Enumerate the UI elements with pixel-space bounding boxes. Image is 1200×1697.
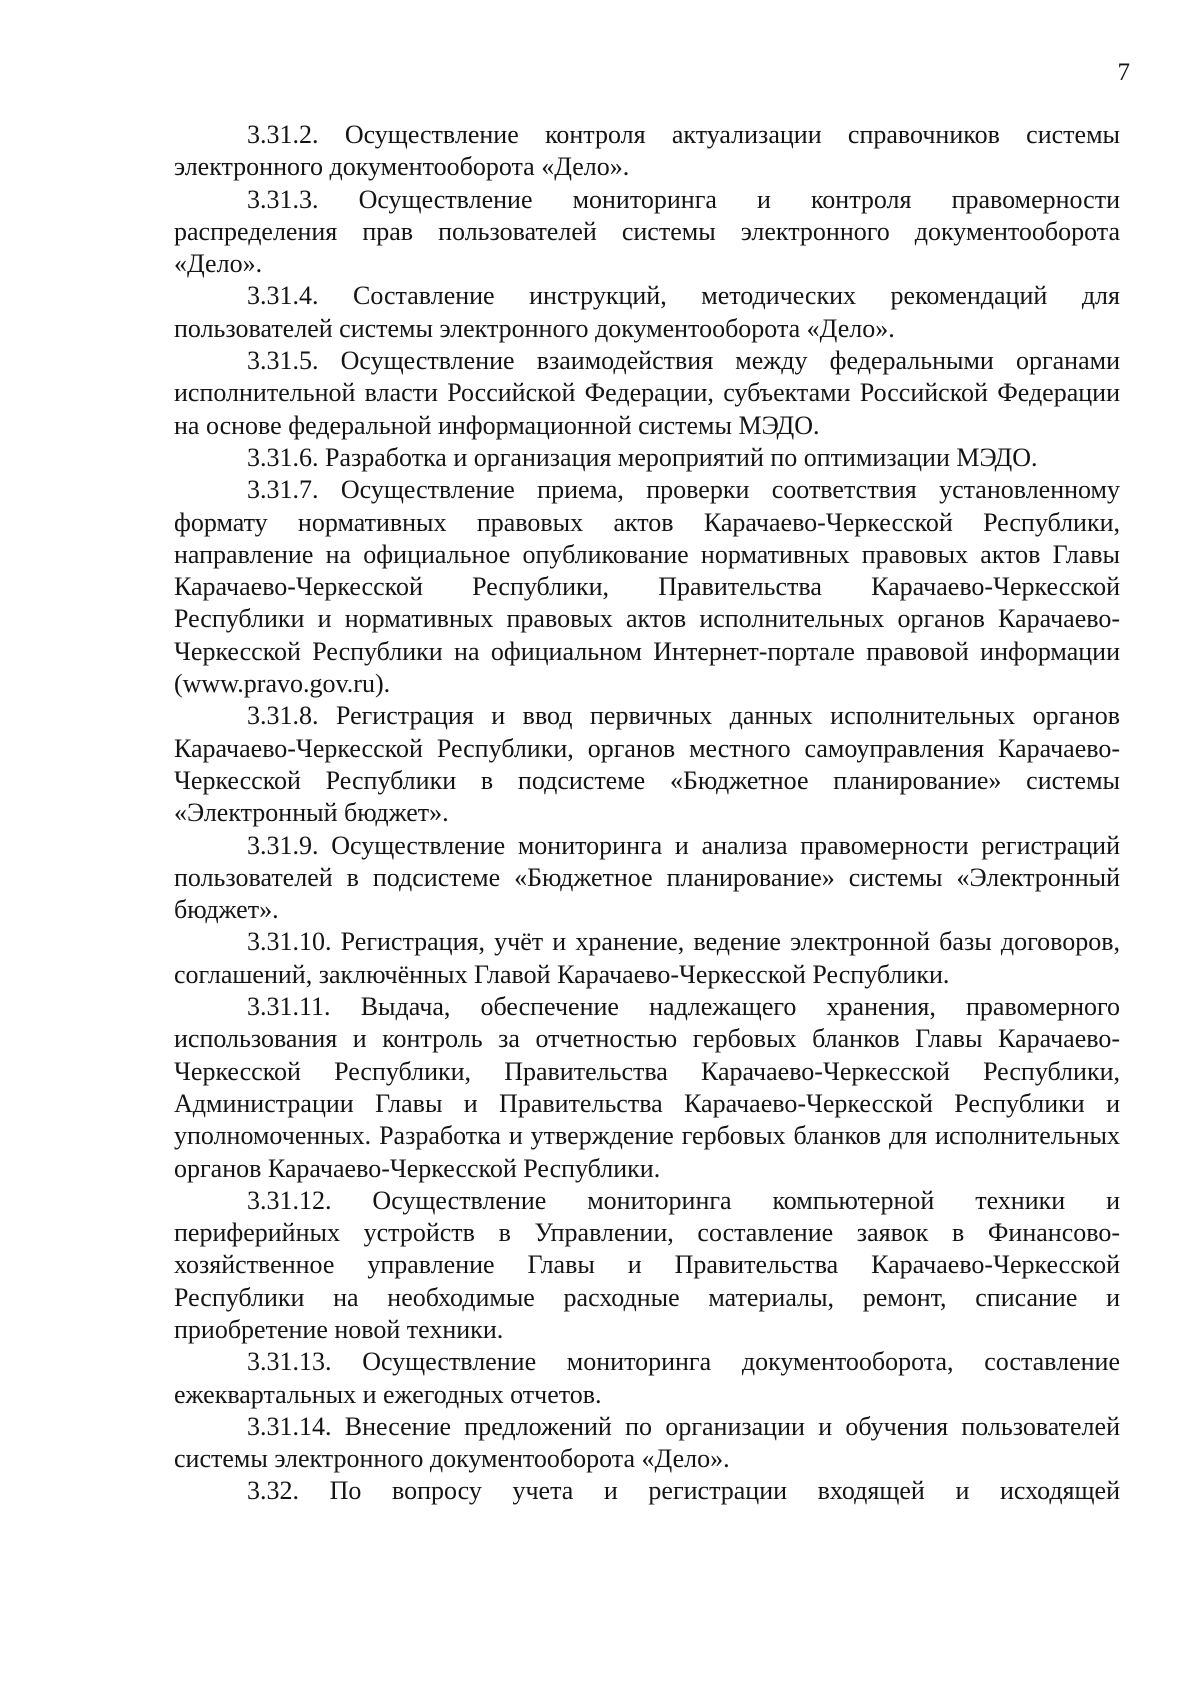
paragraph-3-31-14: 3.31.14. Внесение предложений по организации и обучения пользователей системы электронного документооборота «Дело». bbox=[174, 1411, 1120, 1474]
paragraph-3-31-3: 3.31.3. Осуществление мониторинга и контроля правомерности распределения прав пользователей системы электронного документооборота «Дело». bbox=[174, 184, 1120, 279]
paragraph-3-31-2: 3.31.2. Осуществление контроля актуализации справочников системы электронного документооборота «Дело». bbox=[174, 120, 1120, 182]
paragraph-3-32: 3.32. По вопросу учета и регистрации входящей и исходящей bbox=[247, 1476, 1120, 1506]
paragraph-3-31-11: 3.31.11. Выдача, обеспечение надлежащего хранения, правомерного использования и контроль за отчетностью гербовых бланков Главы Карачаево-Черкесской Республики, Правительства Карачаево-Черкесской Республики, Администрации Главы и Правительства Карачаево-Черкесской Республики и уполномоченных. Разработка и утверждение гербовых бланков для исполнительных органов Карачаево-Черкесской Республики. bbox=[174, 992, 1120, 1183]
paragraph-3-31-7: 3.31.7. Осуществление приема, проверки соответствия установленному формату нормативных правовых актов Карачаево-Черкесской Республики, направление на официальное опубликование нормативных правовых актов Главы Карачаево-Черкесской Республики, Правительства Карачаево-Черкесской Республики и нормативных правовых актов исполнительных органов Карачаево-Черкесской Республики на официальном Интернет-портале правовой информации (www.pravo.gov.ru). bbox=[174, 475, 1120, 699]
paragraph-3-31-13: 3.31.13. Осуществление мониторинга документооборота, составление ежеквартальных и ежегодных отчетов. bbox=[174, 1347, 1120, 1409]
paragraph-3-31-4: 3.31.4. Составление инструкций, методических рекомендаций для пользователей системы электронного документооборота «Дело». bbox=[174, 281, 1120, 343]
paragraph-3-31-6: 3.31.6. Разработка и организация мероприятий по оптимизации МЭДО. bbox=[247, 442, 1038, 472]
paragraph-3-31-5: 3.31.5. Осуществление взаимодействия между федеральными органами исполнительной власти Российской Федерации, субъектами Российской Федерации на основе федеральной информационной системы МЭДО. bbox=[174, 346, 1120, 440]
paragraph-3-31-12: 3.31.12. Осуществление мониторинга компьютерной техники и периферийных устройств в Управлении, составление заявок в Финансово-хозяйственное управление Главы и Правительства Карачаево-Черкесской Республики на необходимые расходные материалы, ремонт, списание и приобретение новой техники. bbox=[174, 1185, 1120, 1344]
paragraph-3-31-8: 3.31.8. Регистрация и ввод первичных данных исполнительных органов Карачаево-Черкесской Республики, органов местного самоуправления Карачаево-Черкесской Республики в подсистеме «Бюджетное планирование» системы «Электронный бюджет». bbox=[174, 701, 1120, 828]
document-body bbox=[174, 119, 1120, 1508]
paragraph-3-31-9: 3.31.9. Осуществление мониторинга и анализа правомерности регистраций пользователей в подсистеме «Бюджетное планирование» системы «Электронный бюджет». bbox=[174, 830, 1120, 925]
page-number: 7 bbox=[1117, 59, 1130, 86]
paragraph-3-31-10: 3.31.10. Регистрация, учёт и хранение, ведение электронной базы договоров, соглашений, заключённых Главой Карачаево-Черкесской Республики. bbox=[174, 927, 1120, 989]
